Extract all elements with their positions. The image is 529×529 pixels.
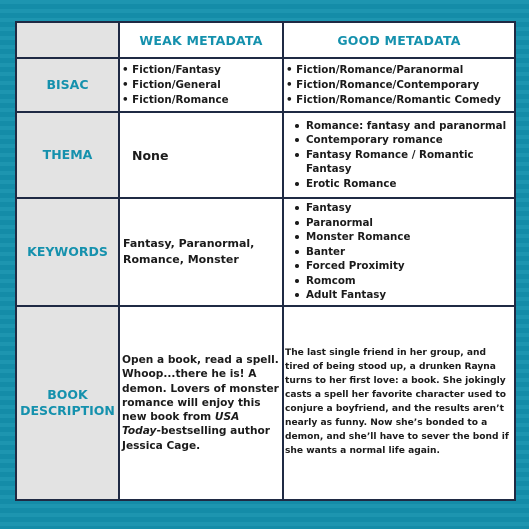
description-weak-italic: USA Today <box>122 411 240 438</box>
description-label <box>16 306 119 500</box>
list-item: • Fiction/Romance/Romantic Comedy <box>284 93 514 108</box>
header-row <box>16 22 515 58</box>
description-weak-part2: -bestselling author Jessica Cage. <box>122 425 270 452</box>
thema-weak-cell <box>119 112 283 198</box>
weak-metadata-heading: WEAK METADATA <box>119 22 283 58</box>
thema-good-cell <box>283 112 515 198</box>
thema-row <box>16 112 515 198</box>
description-row <box>16 306 515 500</box>
list-item: Banter <box>294 245 510 260</box>
keywords-label: KEYWORDS <box>16 198 119 306</box>
list-item: • Fiction/Romance/Contemporary <box>284 78 514 93</box>
keywords-weak-value: Fantasy, Paranormal, Romance, Monster <box>123 237 255 266</box>
list-item: Romance: fantasy and paranormal <box>294 119 510 134</box>
description-label-line1: BOOK <box>47 387 88 402</box>
keywords-weak-cell <box>119 198 283 306</box>
description-good-text: The last single friend in her group, and tired of being stood up, a drunken Rayna turns to her first love: a book. She jokingly casts a spell her favorite character used to conjure a boyfriend, and the results aren’t nearly as funny. Now she’s bonded to a demon, and she’ll have to sever the bond if she wants a normal life again. <box>285 348 509 456</box>
list-item: Monster Romance <box>294 230 510 245</box>
description-label-line2: DESCRIPTION <box>20 403 115 418</box>
list-item: Fantasy Romance / Romantic Fantasy <box>294 148 510 177</box>
good-metadata-heading: GOOD METADATA <box>283 22 515 58</box>
list-item: Contemporary romance <box>294 133 510 148</box>
list-item: Erotic Romance <box>294 177 510 192</box>
thema-label: THEMA <box>16 112 119 198</box>
bisac-row <box>16 58 515 112</box>
keywords-good-cell <box>283 198 515 306</box>
corner-cell <box>16 22 119 58</box>
list-item: Romcom <box>294 274 510 289</box>
metadata-comparison-table <box>15 21 516 501</box>
list-item: • Fiction/General <box>120 78 282 93</box>
keywords-row <box>16 198 515 306</box>
description-weak-part1: Open a book, read a spell. Whoop...there he is! A demon. Lovers of monster romance will enjoy this new book from <box>122 353 279 424</box>
keywords-good-list <box>284 201 514 303</box>
description-good-cell <box>283 306 515 500</box>
description-weak-cell <box>119 306 283 500</box>
list-item: Adult Fantasy <box>294 288 510 303</box>
thema-good-list <box>284 119 514 192</box>
bisac-label: BISAC <box>16 58 119 112</box>
list-item: • Fiction/Fantasy <box>120 63 282 78</box>
list-item: • Fiction/Romance <box>120 93 282 108</box>
bisac-good-list <box>284 63 514 108</box>
bisac-weak-list <box>120 63 282 108</box>
list-item: Forced Proximity <box>294 259 510 274</box>
description-weak-text <box>120 353 282 453</box>
list-item: • Fiction/Romance/Paranormal <box>284 63 514 78</box>
list-item: Paranormal <box>294 216 510 231</box>
list-item: Fantasy <box>294 201 510 216</box>
thema-weak-value: None <box>132 147 169 163</box>
bisac-weak-cell <box>119 58 283 112</box>
bisac-good-cell <box>283 58 515 112</box>
